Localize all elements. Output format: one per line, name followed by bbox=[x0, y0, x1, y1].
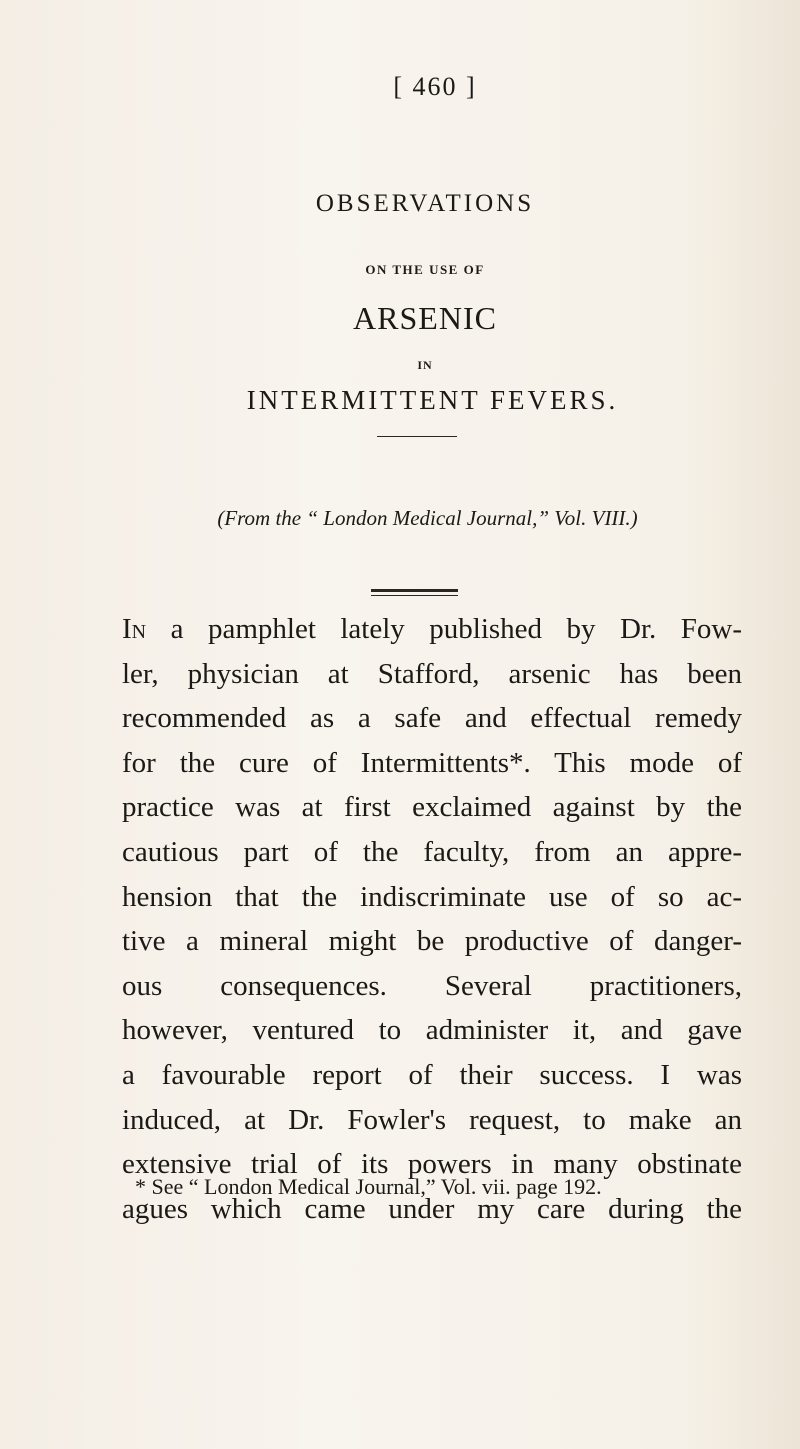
body-line: ler, physician at Stafford, arsenic has been bbox=[122, 657, 742, 690]
body-line: tive a mineral might be productive of danger- bbox=[122, 925, 742, 958]
source-citation: (From the “ London Medical Journal,” Vol. VIII.) bbox=[217, 506, 638, 530]
page-number: [ 460 ] bbox=[393, 72, 477, 101]
title-arsenic: ARSENIC bbox=[353, 300, 497, 336]
body-line: recommended as a safe and effectual remedy bbox=[122, 702, 742, 735]
title-divider-rule bbox=[377, 436, 457, 437]
title-intermittent-fevers: INTERMITTENT FEVERS. bbox=[246, 385, 619, 415]
body-line: a favourable report of their success. I was bbox=[122, 1058, 742, 1091]
body-line: In a pamphlet lately published by Dr. Fow- bbox=[122, 613, 742, 645]
body-line: agues which came under my care during the bbox=[122, 1192, 742, 1225]
body-line: ous consequences. Several practitioners, bbox=[122, 969, 742, 1002]
body-line: for the cure of Intermittents*. This mode of bbox=[122, 746, 742, 779]
title-observations: OBSERVATIONS bbox=[315, 190, 535, 217]
body-paragraph bbox=[122, 607, 742, 1231]
body-line: cautious part of the faculty, from an appre- bbox=[122, 835, 742, 868]
double-divider-rule bbox=[371, 589, 458, 596]
title-on-the-use-of: ON THE USE OF bbox=[365, 262, 485, 277]
title-in: IN bbox=[417, 358, 433, 372]
body-line: extensive trial of its powers in many obstinate bbox=[122, 1148, 742, 1181]
drop-word: In bbox=[122, 613, 147, 645]
body-line: practice was at first exclaimed against by the bbox=[122, 791, 742, 824]
body-line: induced, at Dr. Fowler's request, to make an bbox=[122, 1103, 742, 1136]
body-line: however, ventured to administer it, and gave bbox=[122, 1014, 742, 1047]
footnote: * See “ London Medical Journal,” Vol. vii. page 192. bbox=[135, 1174, 602, 1199]
body-line: hension that the indiscriminate use of so ac- bbox=[122, 880, 742, 913]
